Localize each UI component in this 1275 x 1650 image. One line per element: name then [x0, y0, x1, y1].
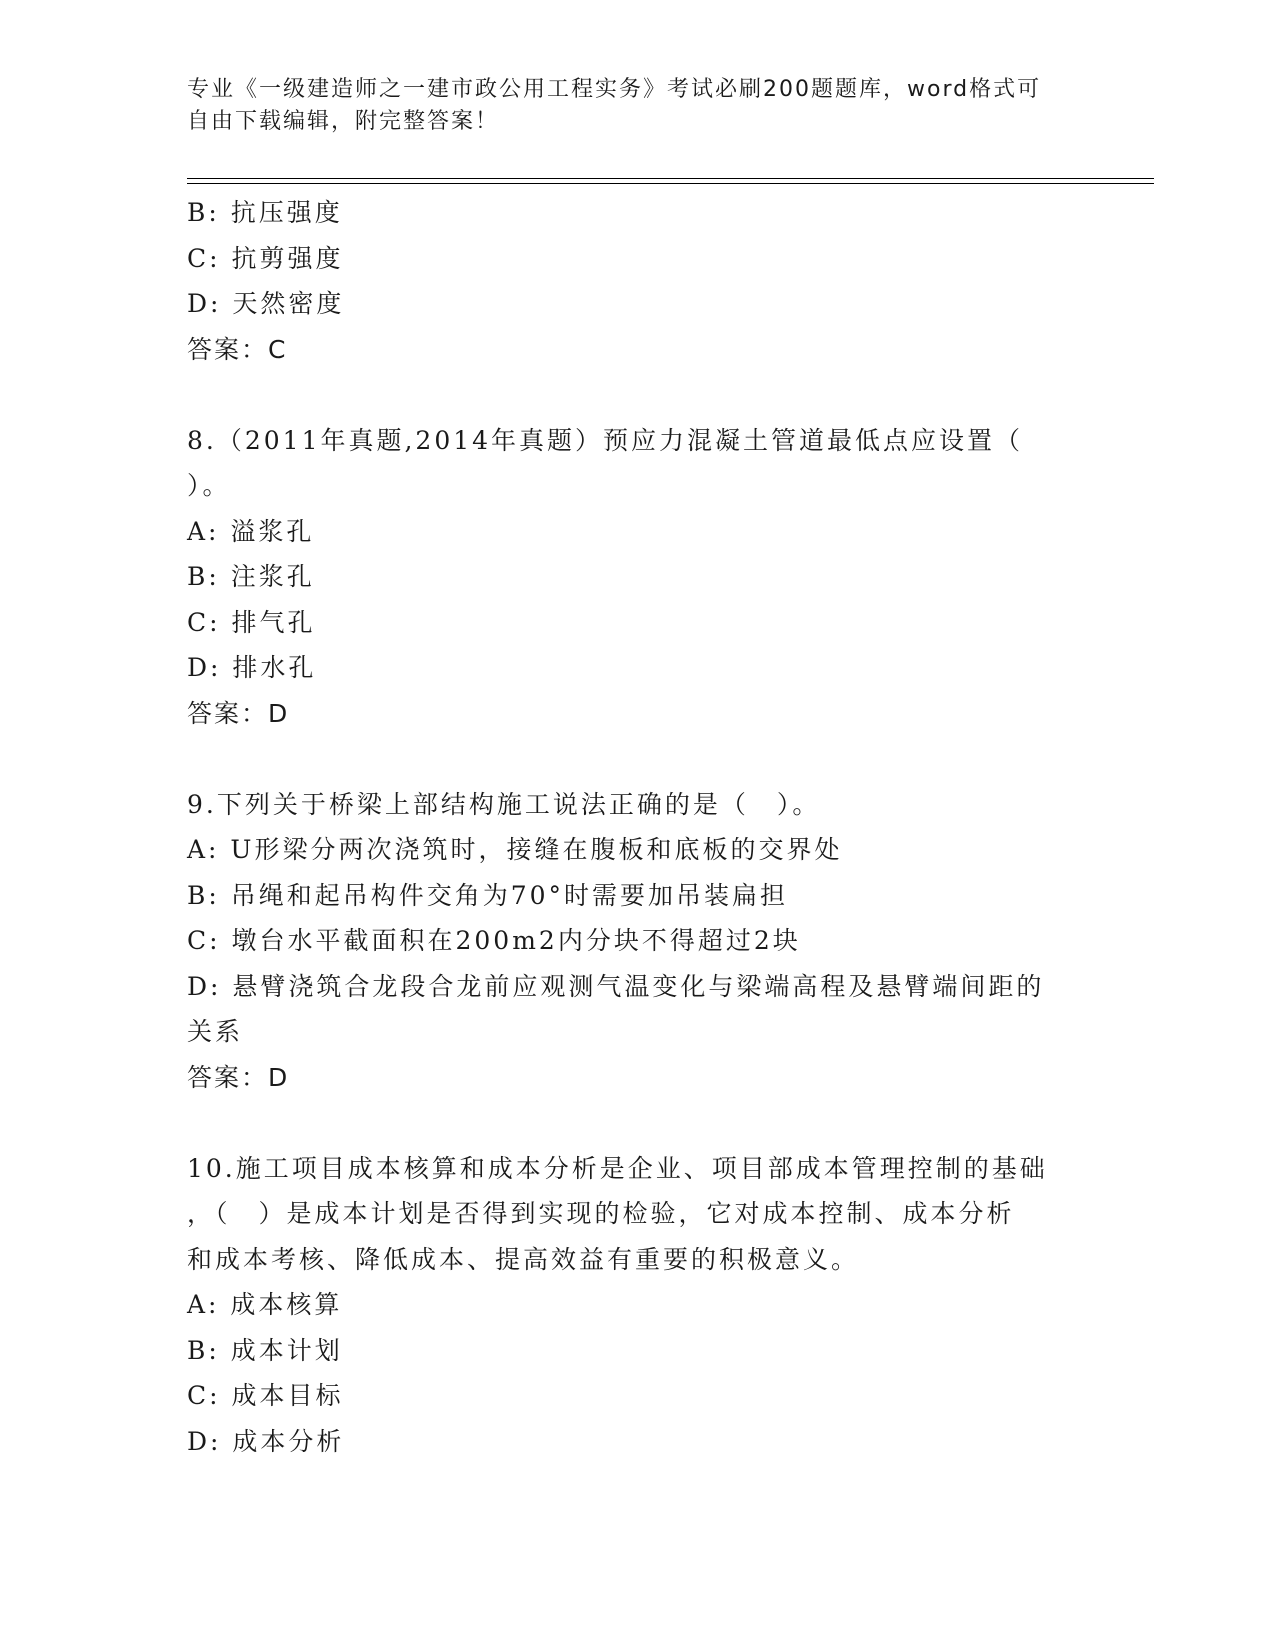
option-a: A: 溢浆孔: [187, 516, 315, 546]
option-c: C: 成本目标: [187, 1381, 344, 1410]
option-d: D: 成本分析: [187, 1426, 345, 1456]
option-d: D: 天然密度: [187, 289, 345, 318]
question-10-stem-cont: ，（ ）是成本计划是否得到实现的检验，它对成本控制、成本分析: [187, 1199, 1015, 1228]
option-d-cont: 关系: [187, 1017, 244, 1046]
option-d: D: 排水孔: [187, 653, 317, 682]
option-c: C: 墩台水平截面积在200m2内分块不得超过2块: [187, 926, 801, 955]
option-b: B: 注浆孔: [187, 562, 315, 591]
option-b: B: 抗压强度: [187, 198, 343, 227]
option-d: D: 悬臂浇筑合龙段合龙前应观测气温变化与梁端高程及悬臂端间距的: [187, 971, 1045, 1001]
option-b: B: 吊绳和起吊构件交角为70°时需要加吊装扁担: [187, 880, 789, 910]
header-rule-top: [187, 178, 1154, 179]
option-b: B: 成本计划: [187, 1335, 343, 1365]
option-c: C: 排气孔: [187, 607, 316, 637]
option-a: A: U形梁分两次浇筑时，接缝在腹板和底板的交界处: [187, 835, 843, 864]
header-line-1: 专业《一级建造师之一建市政公用工程实务》考试必刷200题题库，word格式可: [187, 77, 1042, 102]
header-rule-bottom: [187, 183, 1154, 184]
answer: 答案：D: [187, 1062, 290, 1092]
question-9-stem: 9.下列关于桥梁上部结构施工说法正确的是（ ）。: [187, 789, 821, 819]
question-8-stem: 8.（2011年真题,2014年真题）预应力混凝土管道最低点应设置（: [187, 425, 1024, 455]
header-line-2: 自由下载编辑，附完整答案！: [187, 109, 500, 134]
option-a: A: 成本核算: [187, 1290, 343, 1319]
document-header: [187, 74, 1087, 138]
question-8-stem-cont: ）。: [187, 471, 231, 500]
question-10-stem: 10.施工项目成本核算和成本分析是企业、项目部成本管理控制的基础: [187, 1153, 1048, 1183]
answer: 答案：D: [187, 698, 290, 728]
question-content: [187, 190, 1087, 1464]
option-c: C: 抗剪强度: [187, 243, 344, 273]
answer: 答案：C: [187, 334, 288, 364]
question-10-stem-cont-2: 和成本考核、降低成本、提高效益有重要的积极意义。: [187, 1244, 860, 1274]
